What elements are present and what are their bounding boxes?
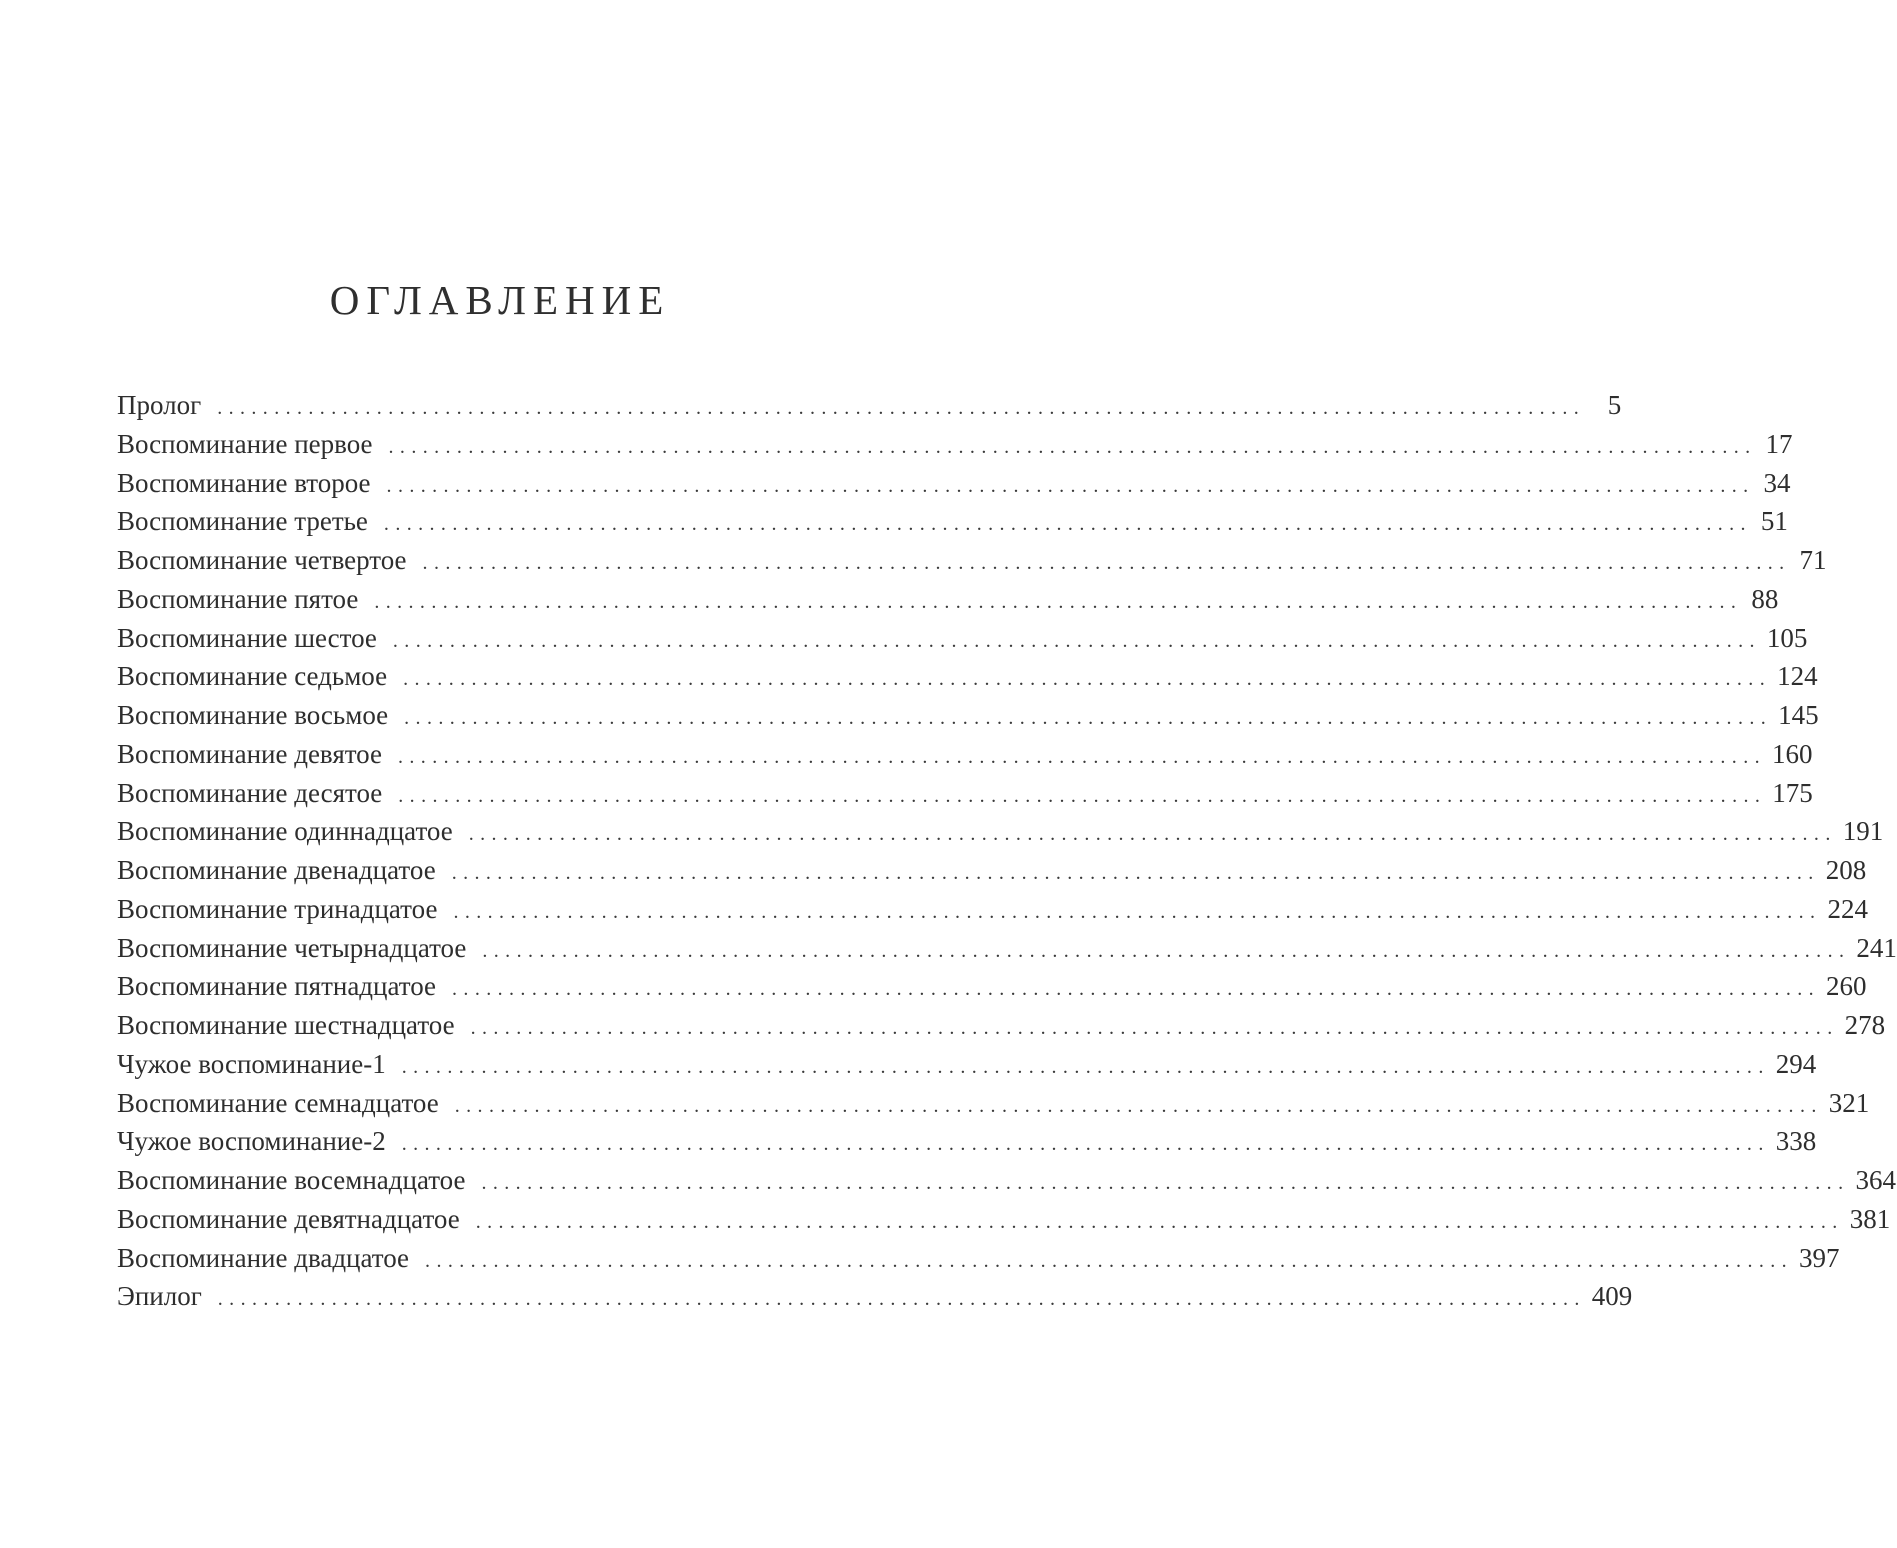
toc-entry-label: Воспоминание восемнадцатое bbox=[117, 1165, 466, 1195]
toc-dot-leader: ........................................................................................................................ bbox=[403, 668, 1772, 691]
toc-entry-page: 34 bbox=[1763, 467, 1791, 498]
toc-entry bbox=[117, 1122, 1817, 1161]
toc-dot-leader: ........................................................................................................................ bbox=[217, 397, 1586, 419]
toc-entry-label: Воспоминание четвертое bbox=[117, 545, 407, 575]
toc-entry-page: 51 bbox=[1760, 506, 1788, 537]
toc-entry bbox=[117, 619, 1808, 658]
toc-entry-page: 224 bbox=[1827, 893, 1868, 924]
toc-entry-label: Воспоминание восьмое bbox=[117, 700, 389, 730]
toc-dot-leader: ........................................................................................................................ bbox=[475, 1210, 1844, 1233]
toc-dot-leader: ........................................................................................................................ bbox=[217, 1288, 1586, 1311]
toc-dot-leader: ........................................................................................................................ bbox=[383, 513, 1752, 536]
toc-list bbox=[117, 386, 1897, 1316]
toc-entry-page: 397 bbox=[1799, 1242, 1840, 1273]
toc-dot-leader: ........................................................................................................................ bbox=[392, 629, 1761, 652]
toc-dot-leader: ........................................................................................................................ bbox=[386, 474, 1755, 497]
toc-entry bbox=[117, 1161, 1896, 1200]
toc-dot-leader: ........................................................................................................................ bbox=[451, 862, 1820, 884]
toc-dot-leader: ........................................................................................................................ bbox=[422, 552, 1791, 574]
toc-entry-label: Воспоминание третье bbox=[117, 506, 368, 537]
toc-entry-label: Воспоминание первое bbox=[117, 428, 373, 459]
toc-entry bbox=[117, 425, 1793, 464]
toc-entry bbox=[117, 1084, 1870, 1123]
toc-dot-leader: ........................................................................................................................ bbox=[404, 707, 1773, 729]
toc-dot-leader: ........................................................................................................................ bbox=[481, 1172, 1850, 1194]
toc-entry bbox=[117, 502, 1788, 541]
toc-entry bbox=[117, 1006, 1886, 1045]
toc-entry bbox=[117, 929, 1897, 968]
toc-entry bbox=[117, 812, 1884, 851]
toc-entry-label: Чужое воспоминание-2 bbox=[117, 1126, 386, 1157]
toc-entry-label: Воспоминание шестнадцатое bbox=[117, 1010, 455, 1040]
toc-entry-label: Воспоминание семнадцатое bbox=[117, 1087, 439, 1118]
toc-entry-label: Воспоминание второе bbox=[117, 467, 371, 498]
toc-dot-leader: ........................................................................................................................ bbox=[401, 1133, 1770, 1156]
toc-dot-leader: ........................................................................................................................ bbox=[454, 1094, 1823, 1117]
toc-entry-page: 260 bbox=[1826, 971, 1867, 1002]
toc-entry-page: 208 bbox=[1825, 855, 1867, 885]
toc-entry-label: Воспоминание девятое bbox=[117, 738, 382, 769]
toc-dot-leader: ........................................................................................................................ bbox=[388, 435, 1757, 458]
toc-entry-page: 191 bbox=[1842, 816, 1884, 847]
toc-entry-label: Чужое воспоминание-1 bbox=[117, 1048, 386, 1079]
toc-entry-page: 278 bbox=[1844, 1010, 1886, 1040]
toc-entry-page: 71 bbox=[1799, 545, 1827, 575]
toc-entry bbox=[117, 967, 1867, 1006]
toc-entry-page: 160 bbox=[1772, 738, 1813, 769]
toc-entry-page: 105 bbox=[1766, 622, 1808, 653]
toc-entry-page: 338 bbox=[1775, 1126, 1817, 1157]
toc-dot-leader: ........................................................................................................................ bbox=[425, 1249, 1794, 1272]
toc-entry-page: 124 bbox=[1777, 661, 1818, 692]
toc-entry-page: 364 bbox=[1855, 1165, 1896, 1195]
toc-entry bbox=[117, 774, 1813, 813]
toc-entry bbox=[117, 851, 1867, 890]
toc-dot-leader: ........................................................................................................................ bbox=[470, 1017, 1839, 1039]
toc-dot-leader: ........................................................................................................................ bbox=[468, 823, 1837, 846]
toc-entry-label: Воспоминание четырнадцатое bbox=[117, 932, 467, 963]
toc-entry bbox=[117, 1045, 1817, 1084]
toc-entry-page: 88 bbox=[1751, 583, 1779, 614]
toc-entry-label: Воспоминание двенадцатое bbox=[117, 855, 436, 885]
toc-entry-page: 409 bbox=[1591, 1281, 1633, 1312]
toc-dot-leader: ........................................................................................................................ bbox=[452, 978, 1821, 1001]
toc-entry-label: Воспоминание пятнадцатое bbox=[117, 971, 437, 1002]
toc-entry bbox=[117, 696, 1819, 735]
toc-entry-epilogue bbox=[117, 1277, 1633, 1316]
toc-entry-label: Воспоминание шестое bbox=[117, 622, 377, 653]
toc-entry bbox=[117, 464, 1791, 503]
toc-entry-label: Воспоминание седьмое bbox=[117, 661, 388, 692]
toc-entry-page: 17 bbox=[1765, 428, 1793, 459]
toc-dot-leader: ........................................................................................................................ bbox=[453, 900, 1822, 923]
toc-entry-page: 241 bbox=[1856, 932, 1897, 963]
toc-title: ОГЛАВЛЕНИЕ bbox=[329, 277, 671, 323]
toc-entry-label: Воспоминание пятое bbox=[117, 583, 359, 614]
toc-entry bbox=[117, 541, 1827, 580]
toc-entry bbox=[117, 657, 1818, 696]
toc-entry-page: 145 bbox=[1778, 700, 1819, 730]
toc-dot-leader: ........................................................................................................................ bbox=[398, 784, 1767, 807]
toc-entry-page: 321 bbox=[1828, 1087, 1870, 1118]
toc-entry-label: Воспоминание тринадцатое bbox=[117, 893, 438, 924]
toc-dot-leader: ........................................................................................................................ bbox=[401, 1055, 1770, 1078]
toc-entry-page: 5 bbox=[1607, 390, 1622, 420]
toc-entry bbox=[117, 1239, 1840, 1278]
toc-entry bbox=[117, 890, 1868, 929]
toc-entry-label: Воспоминание девятнадцатое bbox=[117, 1203, 460, 1234]
toc-entry-label: Пролог bbox=[117, 390, 202, 420]
toc-entry-page: 175 bbox=[1772, 777, 1813, 808]
toc-dot-leader: ........................................................................................................................ bbox=[482, 939, 1851, 962]
toc-entry bbox=[117, 735, 1813, 774]
toc-entry bbox=[117, 1200, 1891, 1239]
toc-entry-label: Воспоминание одиннадцатое bbox=[117, 816, 453, 847]
toc-entry-prologue bbox=[117, 386, 1622, 425]
toc-entry-page: 294 bbox=[1775, 1048, 1817, 1079]
toc-entry-label: Воспоминание двадцатое bbox=[117, 1242, 410, 1273]
toc-dot-leader: ........................................................................................................................ bbox=[398, 745, 1766, 768]
toc-entry-page: 381 bbox=[1849, 1203, 1891, 1234]
toc-entry-label: Эпилог bbox=[117, 1281, 202, 1312]
toc-entry-label: Воспоминание десятое bbox=[117, 777, 383, 808]
toc-dot-leader: ........................................................................................................................ bbox=[374, 590, 1743, 613]
toc-entry bbox=[117, 580, 1779, 619]
